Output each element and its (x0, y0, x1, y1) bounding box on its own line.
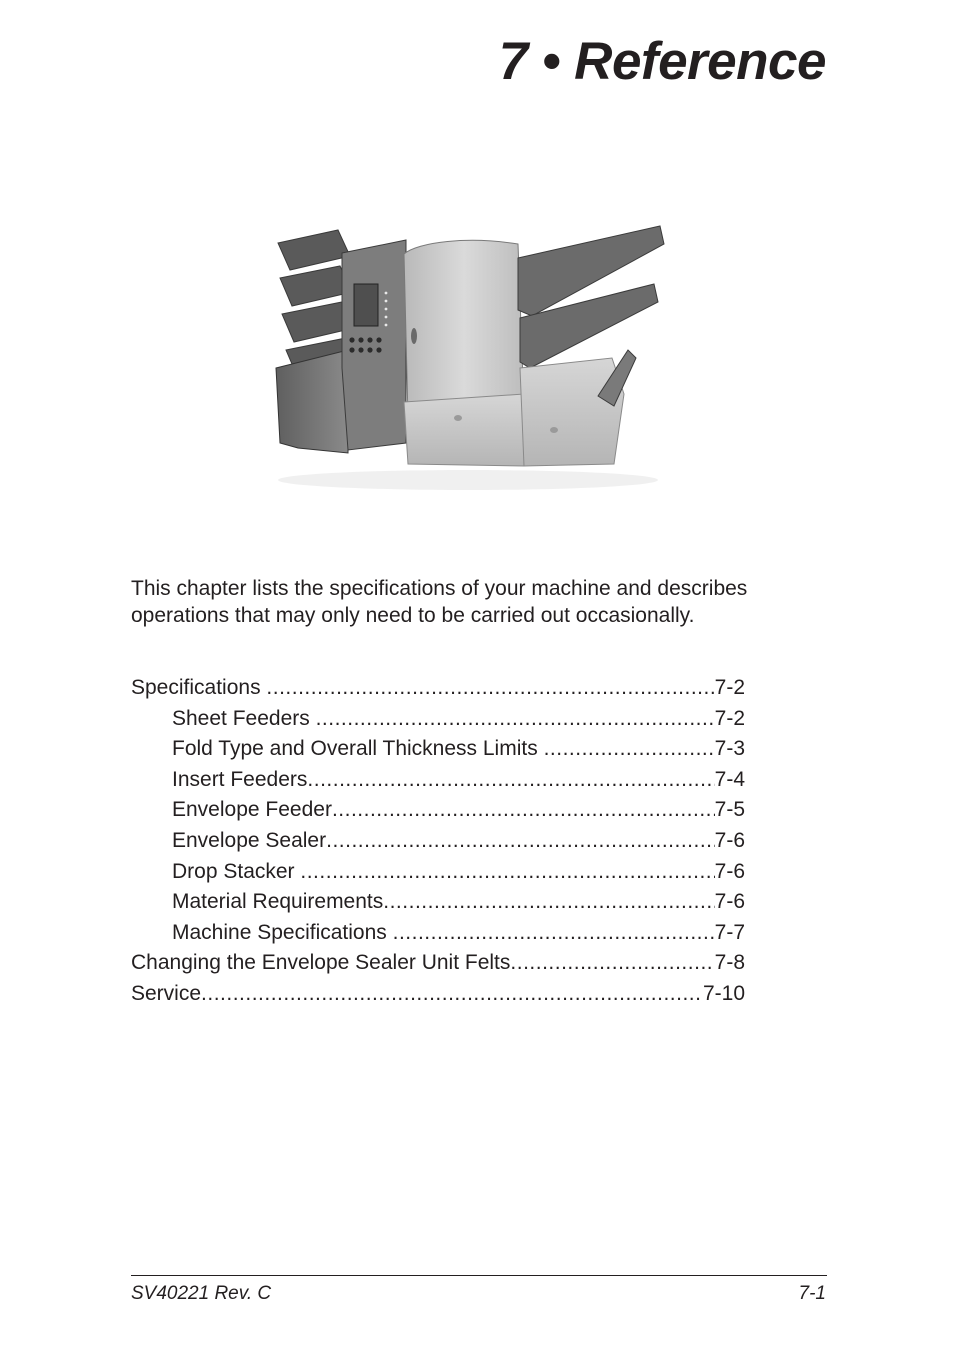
footer-doc-id: SV40221 Rev. C (131, 1283, 272, 1304)
toc-entry[interactable] (131, 704, 745, 735)
toc-entry-label: Material Requirements (172, 890, 384, 914)
toc-entry[interactable] (131, 948, 745, 979)
table-of-contents (131, 673, 745, 1010)
toc-entry-label: Envelope Sealer (172, 828, 327, 852)
toc-entry-page: 7-6 (714, 828, 745, 852)
toc-entry-page: 7-2 (714, 706, 745, 730)
toc-leader-dots (266, 673, 714, 703)
toc-entry-page: 7-4 (714, 767, 745, 791)
toc-entry-page: 7-10 (702, 981, 745, 1005)
toc-entry-label: Drop Stacker (172, 859, 301, 883)
toc-entry-page: 7-6 (714, 890, 745, 914)
toc-leader-dots (393, 918, 715, 948)
toc-leader-dots (383, 887, 714, 917)
toc-entry-label: Service (131, 981, 202, 1005)
toc-entry[interactable] (131, 826, 745, 857)
machine-image (268, 218, 668, 502)
toc-entry-page: 7-5 (714, 798, 745, 822)
base-drawer-left (404, 394, 524, 466)
toc-entry[interactable] (131, 795, 745, 826)
toc-entry[interactable] (131, 765, 745, 796)
toc-entry-label: Sheet Feeders (172, 706, 316, 730)
toc-entry-page: 7-2 (714, 676, 745, 699)
toc-entry-page: 7-7 (714, 920, 745, 944)
toc-entry[interactable] (131, 918, 745, 949)
toc-entry-label: Changing the Envelope Sealer Unit Felts (131, 951, 511, 975)
toc-entry[interactable] (131, 857, 745, 888)
toc-entry-label: Insert Feeders (172, 767, 308, 791)
toc-entry-page: 7-8 (714, 951, 745, 975)
toc-entry-label: Specifications (131, 676, 267, 699)
insert-feeder-trays (518, 226, 664, 368)
control-display (354, 284, 378, 326)
intro-paragraph: This chapter lists the specifications of your machine and describes operations that may only need to be carried out occasionally. (131, 577, 748, 627)
toc-entry-label: Machine Specifications (172, 920, 393, 944)
toc-entry[interactable] (131, 673, 745, 704)
toc-entry-page: 7-6 (714, 859, 745, 883)
footer-rule (131, 1275, 827, 1276)
toc-leader-dots (316, 704, 715, 734)
toc-leader-dots (307, 765, 714, 795)
toc-entry[interactable] (131, 734, 745, 765)
toc-leader-dots (300, 857, 714, 887)
main-cabinet (404, 240, 524, 418)
toc-leader-dots (510, 948, 714, 978)
toc-entry[interactable] (131, 887, 745, 918)
toc-leader-dots (326, 826, 715, 856)
toc-leader-dots (332, 795, 715, 825)
toc-entry-label: Fold Type and Overall Thickness Limits (172, 737, 544, 761)
footer-page-number: 7-1 (798, 1283, 826, 1304)
chapter-title: 7 • Reference (498, 32, 826, 91)
control-panel-housing (342, 240, 406, 450)
toc-leader-dots (544, 734, 715, 764)
toc-entry[interactable] (131, 979, 745, 1010)
toc-leader-dots (201, 979, 703, 1009)
toc-entry-page: 7-3 (714, 737, 745, 761)
left-tower (276, 350, 348, 453)
envelope-module (520, 358, 624, 466)
toc-entry-label: Envelope Feeder (172, 798, 332, 822)
